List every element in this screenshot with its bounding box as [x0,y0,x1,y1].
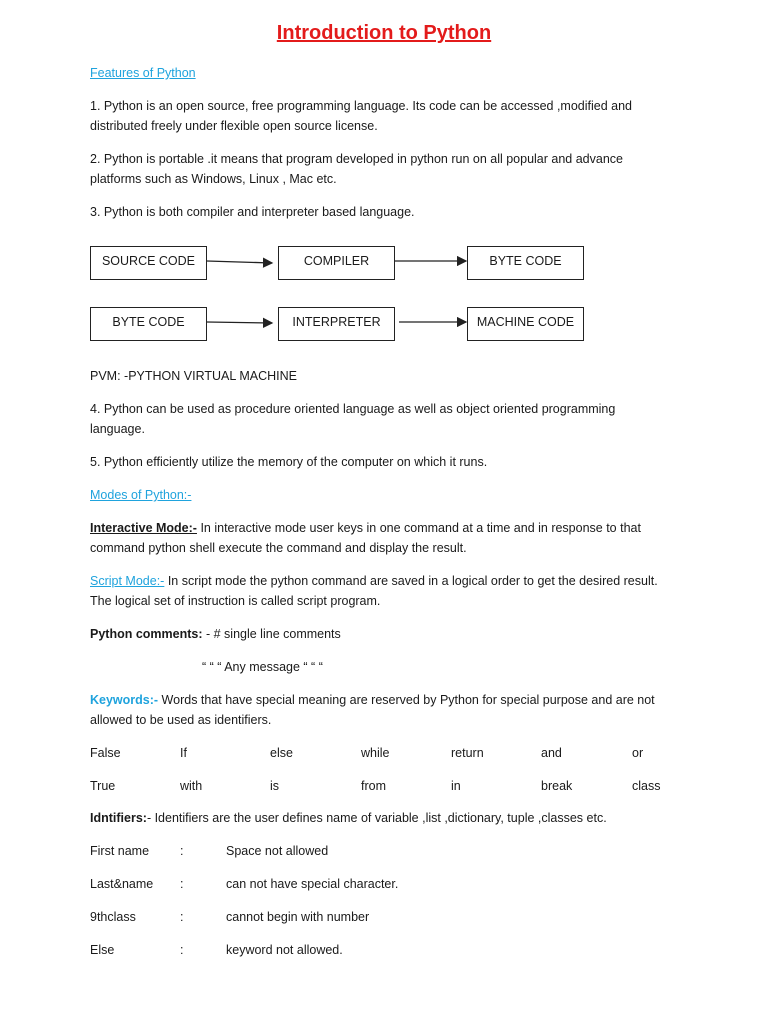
keywords-label: Keywords:- [90,693,159,707]
keyword: break [541,779,573,793]
feature-3: 3. Python is both compiler and interpreter based language. [90,205,415,219]
identifier-sep: : [180,910,184,924]
keyword: is [270,779,280,793]
keywords-line-2: allowed to be used as identifiers. [90,713,272,727]
keyword: and [541,746,562,760]
identifier-name: Last&name [90,877,154,891]
box-byte-code-2: BYTE CODE [90,307,207,341]
comments-text: - # single line comments [202,627,341,641]
feature-2-line-2: platforms such as Windows, Linux , Mac etc. [90,172,337,186]
identifier-name: Else [90,943,115,957]
modes-heading: Modes of Python:- [90,488,192,502]
pvm-note: PVM: -PYTHON VIRTUAL MACHINE [90,369,297,383]
keyword: else [270,746,293,760]
feature-1-line-2: distributed freely under flexible open source license. [90,119,378,133]
interactive-mode-line-1 [90,518,690,538]
box-source-code: SOURCE CODE [90,246,207,280]
box-byte-code: BYTE CODE [467,246,584,280]
keyword: return [451,746,484,760]
interactive-mode-text: In interactive mode user keys in one command at a time and in response to that [196,521,641,535]
identifier-rule: Space not allowed [226,844,329,858]
identifier-name: First name [90,844,150,858]
arrow-source-to-compiler [207,261,272,263]
feature-4-line-1: 4. Python can be used as procedure oriented language as well as object oriented programming [90,402,616,416]
keyword: False [90,746,121,760]
keywords-text: Words that have special meaning are reserved by Python for special purpose and are not [158,693,655,707]
page-title: Introduction to Python [276,22,492,44]
keyword: class [632,779,661,793]
keyword: in [451,779,461,793]
feature-1-line-1: 1. Python is an open source, free programming language. Its code can be accessed ,modified and [90,99,632,113]
identifier-sep: : [180,877,184,891]
script-mode-label: Script Mode:- [90,574,165,588]
arrow-bytecode-to-interpreter [207,322,272,323]
feature-5: 5. Python efficiently utilize the memory of the computer on which it runs. [90,455,488,469]
keyword: while [361,746,390,760]
script-mode-line-2: The logical set of instruction is called script program. [90,594,381,608]
identifier-rule: can not have special character. [226,877,399,891]
identifier-sep: : [180,844,184,858]
identifier-rule: keyword not allowed. [226,943,343,957]
comments-line [90,624,690,644]
keyword: from [361,779,386,793]
box-machine-code: MACHINE CODE [467,307,584,341]
feature-2-line-1: 2. Python is portable .it means that program developed in python run on all popular and advance [90,152,623,166]
identifier-rule: cannot begin with number [226,910,370,924]
keyword: or [632,746,644,760]
comments-label: Python comments: [90,627,203,641]
script-mode-line-1 [90,571,690,591]
identifiers-text: - Identifiers are the user defines name of variable ,list ,dictionary, tuple ,classes etc. [146,811,607,825]
box-compiler: COMPILER [278,246,395,280]
interactive-mode-line-2: command python shell execute the command and display the result. [90,541,467,555]
keyword: True [90,779,116,793]
multiline-comment: “ “ “ Any message “ “ “ [202,660,323,674]
identifier-name: 9thclass [90,910,136,924]
script-mode-text: In script mode the python command are saved in a logical order to get the desired result. [164,574,658,588]
features-heading: Features of Python [90,66,196,80]
identifiers-line [90,808,690,828]
feature-4-line-2: language. [90,422,145,436]
box-interpreter: INTERPRETER [278,307,395,341]
identifiers-label: Idntifiers: [90,811,147,825]
keywords-line-1 [90,690,690,710]
interactive-mode-label: Interactive Mode:- [90,521,197,535]
keyword: with [180,779,203,793]
flow-arrows [0,0,768,360]
identifier-sep: : [180,943,184,957]
keyword: If [180,746,187,760]
